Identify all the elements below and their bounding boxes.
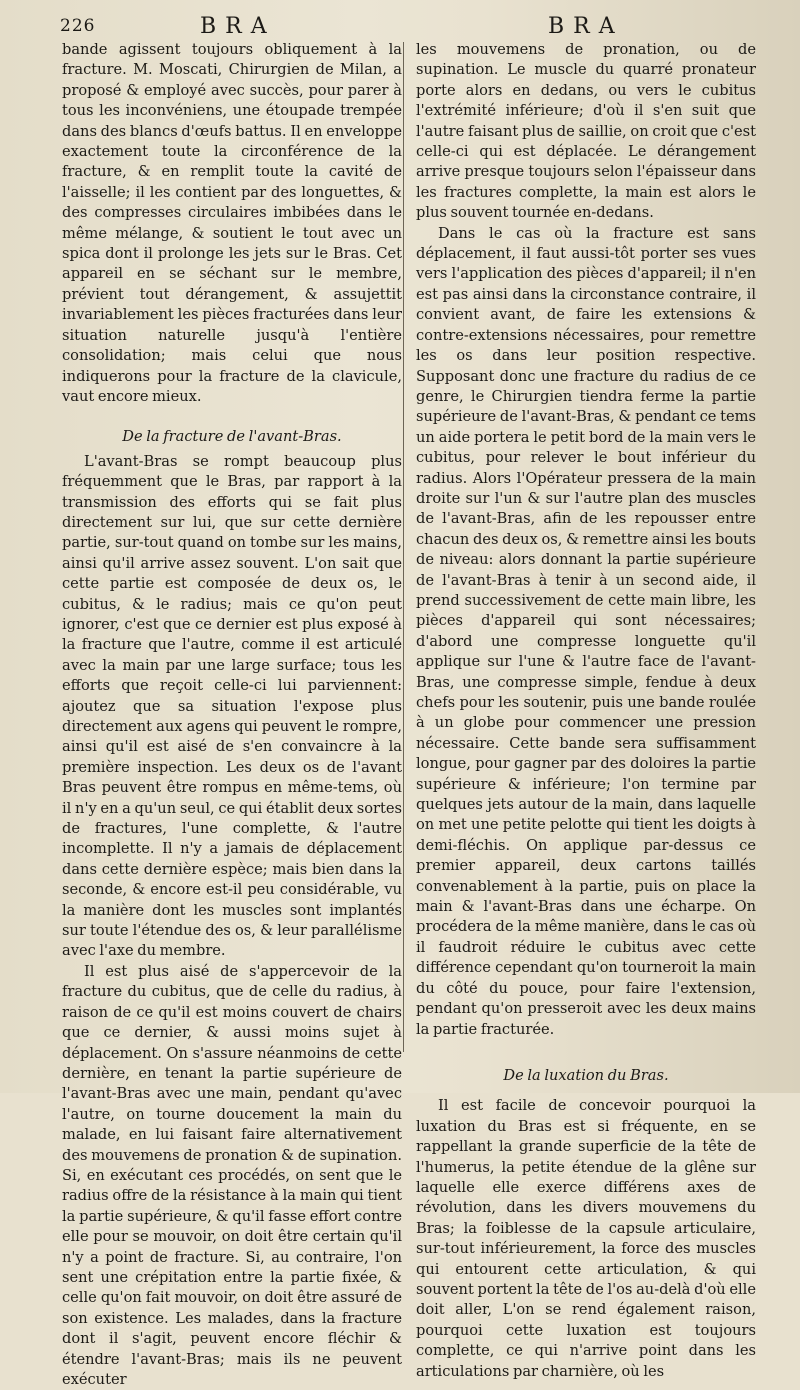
left-column bbox=[62, 40, 402, 1390]
running-head-left: BRA bbox=[200, 14, 276, 39]
paragraph: Il est plus aisé de s'appercevoir de la fracture du cubitus, que de celle du radius, à raison de ce qu'il est moins couvert de chairs que ce dernier, & aussi moins sujet à déplacement. On s'assure néanmoins de cette dernière, en tenant la partie supérieure de l'avant-Bras avec une main, pendant qu'avec l'autre, on tourne doucement la main du malade, en lui faisant faire alternativement des mouvemens de pronation & de supination. Si, en exécutant ces procédés, on sent que le radius offre de la résistance à la main qui tient la partie supérieure, & qu'il fasse effort contre elle pour se mouvoir, on doit être certain qu'il n'y a point de fracture. Si, au contraire, l'on sent une crépitation entre la partie fixée, & celle qu'on fait mouvoir, on doit être assuré de son existence. Les malades, dans la fracture dont il s'agit, peuvent encore fléchir & étendre l'avant-Bras; mais ils ne peuvent exécuter bbox=[62, 962, 402, 1388]
paragraph: Il est facile de concevoir pourquoi la luxation du Bras est si fréquente, en se rappellant la grande superficie de la tête de l'humerus, la petite étendue de la glêne sur laquelle elle exerce différens axes de révolution, dans les divers mouvemens du Bras; la foiblesse de la capsule articulaire, sur-tout inférieurement, la force des muscles qui entourent cette articulation, & qui souvent portent la tête de l'os au-delà d'où elle doit aller, L'on se rend également raison, pourquoi cette luxation est toujours complette, ce qui n'arrive point dans les articulations par charnière, où les bbox=[416, 1097, 756, 1380]
paragraph: bande agissent toujours obliquement à la fracture. M. Moscati, Chirurgien de Milan, a proposé & employé avec succès, pour parer à tous les inconvéniens, une étoupade trempée dans des blancs d'œufs battus. Il en enveloppe exactement toute la circonférence de la fracture, & en remplit toute la cavité de l'aisselle; il les contient par des longuettes, & des compresses circulaires imbibées dans le même mélange, & soutient le tout avec un spica dont il prolonge les jets sur le Bras. Cet appareil en se séchant sur le membre, prévient tout dérangement, & assujettit invariablement les pièces fracturées dans leur situation naturelle jusqu'à l'entière consolidation; mais celui que nous indiquerons pour la fracture de la clavicule, vaut encore mieux. bbox=[62, 41, 402, 405]
running-head-right: BRA bbox=[548, 14, 624, 39]
section-heading-luxation: De la luxation du Bras. bbox=[503, 1066, 669, 1084]
right-column bbox=[416, 40, 756, 1382]
section-heading-avant-bras: De la fracture de l'avant-Bras. bbox=[122, 428, 342, 446]
paragraph: Dans le cas où la fracture est sans déplacement, il faut aussi-tôt porter ses vues vers l'application des pièces d'appareil; il n'en est pas ainsi dans la circonstance contraire, il convient avant, de faire les extensions & contre-extensions nécessaires, pour remettre les os dans leur position respective. Supposant donc une fracture du radius de ce genre, le Chirurgien tiendra ferme la partie supérieure de l'avant-Bras, & pendant ce tems un aide portera le petit bord de la main vers le cubitus, pour relever le bout inférieur du radius. Alors l'Opérateur pressera de la main droite sur l'un & sur l'autre plan des muscles de l'avant-Bras, afin de les repousser entre chacun des deux os, & remettre ainsi les bouts de niveau: alors donnant la partie supérieure de l'avant-Bras à tenir à un second aide, il prend successivement de cette main libre, les pièces d'appareil qui sont nécessaires; d'abord une compresse longuette qu'il applique sur l'une & l'autre face de l'avant-Bras, une compresse simple, fendue à deux chefs pour les soutenir, puis une bande roulée à un globe pour commencer une pression nécessaire. Cette bande sera suffisamment longue, pour gagner par des doloires la partie supérieure & inférieure; l'on termine par quelques jets autour de la main, dans laquelle on met une petite pelotte qui tient les doigts à demi-fléchis. On applique par-dessus ce premier appareil, deux cartons taillés convenablement à la partie, puis on place la main & l'avant-Bras dans une écharpe. On procédera de la même manière, dans le cas où il faudroit réduire le cubitus avec cette différence cependant qu'on tourneroit la main du côté du pouce, pour faire l'extension, pendant qu'on presseroit avec les deux mains la partie fracturée. bbox=[416, 224, 756, 1038]
page-number: 226 bbox=[60, 16, 96, 36]
page-header bbox=[0, 8, 800, 40]
paragraph: les mouvemens de pronation, ou de supination. Le muscle du quarré pronateur porte alors en dedans, ou vers le cubitus l'extrémité inférieure; d'où il s'en suit que l'autre faisant plus de saillie, on croit que c'est celle-ci qui est déplacée. Le dérangement arrive presque toujours selon l'épaisseur dans les fractures complette, la main est alors le plus souvent tournée en-dedans. bbox=[416, 41, 756, 222]
column-divider bbox=[403, 42, 404, 1052]
paragraph: L'avant-Bras se rompt beaucoup plus fréquemment que le Bras, par rapport à la transmission des efforts qui se fait plus directement sur lui, que sur cette dernière partie, sur-tout quand on tombe sur les mains, ainsi qu'il arrive assez souvent. L'on sait que cette partie est composée de deux os, le cubitus, & le radius; mais ce qu'on peut ignorer, c'est que ce dernier est plus exposé à la fracture que l'autre, comme il est articulé avec la main par une large surface; tous les efforts que reçoit celle-ci lui parviennent: ajoutez que sa situation l'expose plus directement aux agens qui peuvent le rompre, ainsi qu'il est aisé de s'en convaincre à la première inspection. Les deux os de l'avant Bras peuvent être rompus en même-tems, où il n'y en a qu'un seul, ce qui établit deux sortes de fractures, l'une complette, & l'autre incomplette. Il n'y a jamais de déplacement dans cette dernière espèce; mais bien dans la seconde, & encore est-il peu considérable, vu la manière dont les muscles sont implantés sur toute l'étendue des os, & leur parallélisme avec l'axe du membre. bbox=[62, 452, 402, 960]
